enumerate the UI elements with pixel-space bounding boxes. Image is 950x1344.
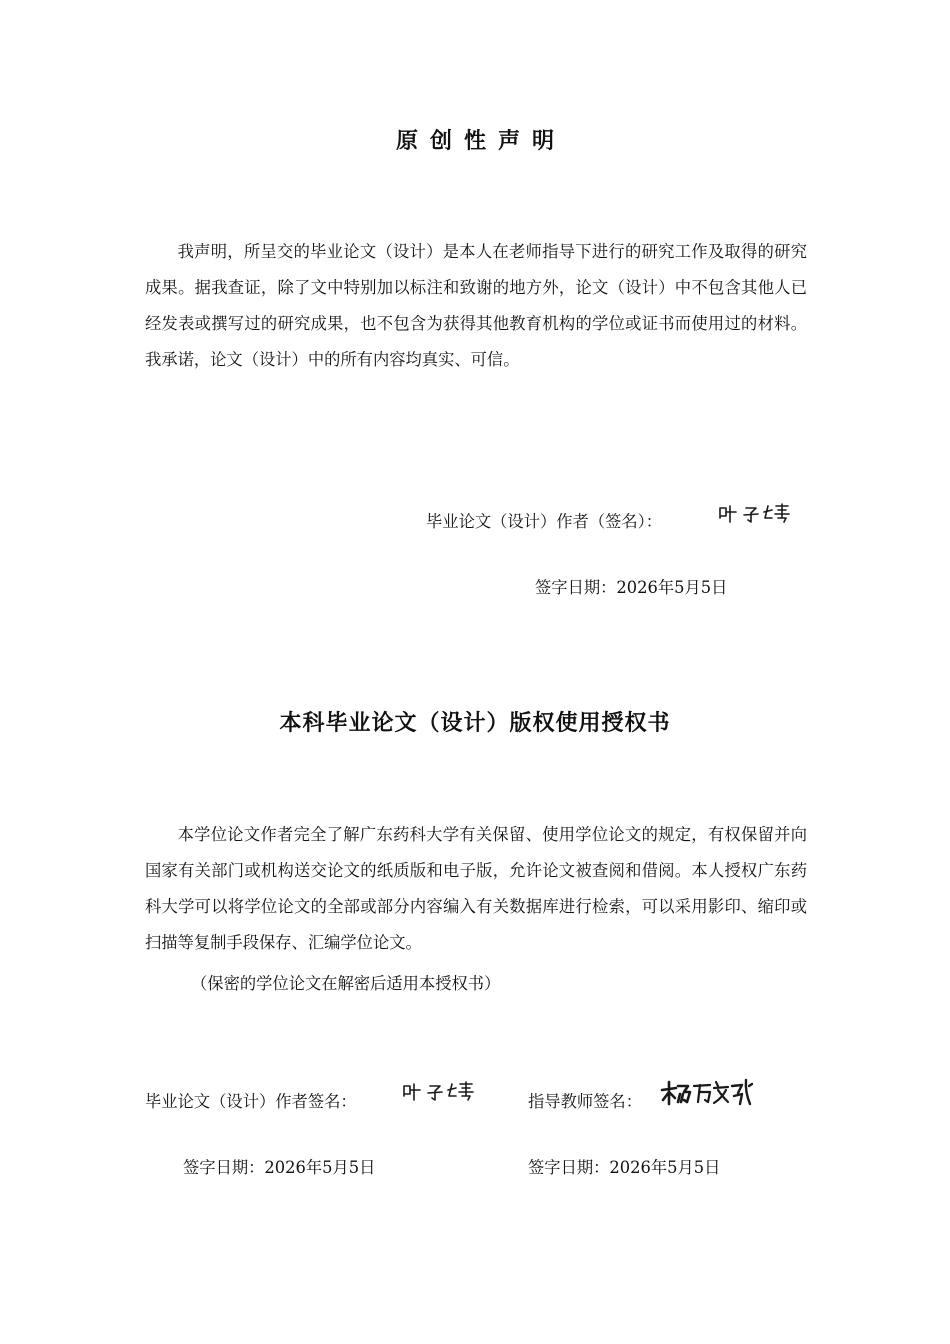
declaration-body: 我声明，所呈交的毕业论文（设计）是本人在老师指导下进行的研究工作及取得的研究成果。据我查证，除了文中特别加以标注和致谢的地方外，论文（设计）中不包含其他人已经发表或撰写过的研究成果，也不包含为获得其他教育机构的学位或证书而使用过的材料。我承诺，论文（设计）中的所有内容均真实、可信。 [145, 242, 807, 369]
authorization-advisor-handwritten-signature [658, 1074, 754, 1108]
declaration-title: 原创性声明 [395, 129, 566, 154]
declaration-date: 签字日期：2026年5月5日 [535, 578, 728, 597]
authorization-title: 本科毕业论文（设计）版权使用授权书 [279, 711, 671, 736]
authorization-advisor-signature-label: 指导教师签名： [528, 1092, 642, 1111]
authorization-confidential-note: （保密的学位论文在解密后适用本授权书） [191, 974, 501, 993]
authorization-body: 本学位论文作者完全了解广东药科大学有关保留、使用学位论文的规定，有权保留并向国家有关部门或机构送交论文的纸质版和电子版，允许论文被查阅和借阅。本人授权广东药科大学可以将学位论文的全部或部分内容编入有关数据库进行检索，可以采用影印、缩印或扫描等复制手段保存、汇编学位论文。 [145, 825, 807, 952]
declaration-author-handwritten-signature [712, 496, 800, 530]
authorization-author-signature-label: 毕业论文（设计）作者签名： [145, 1092, 357, 1111]
declaration-author-signature-label: 毕业论文（设计）作者（签名）： [426, 512, 663, 531]
authorization-advisor-date: 签字日期：2026年5月5日 [528, 1158, 721, 1177]
authorization-author-date: 签字日期：2026年5月5日 [183, 1158, 376, 1177]
authorization-author-handwritten-signature [396, 1074, 484, 1108]
